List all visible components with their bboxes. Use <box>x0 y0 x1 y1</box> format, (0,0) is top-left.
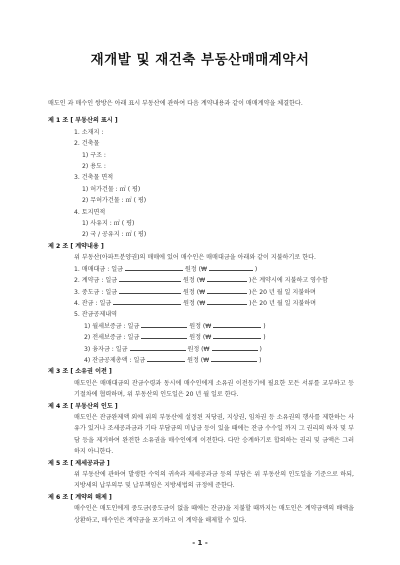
number-blank <box>212 344 258 351</box>
amount-blank <box>141 332 187 339</box>
deduction-label: 5. 잔금공제내역 <box>74 311 118 319</box>
article-5-heading: 제 5 조 [ 제세공과금 ] <box>48 459 110 467</box>
won-label: 원정 (₩ <box>189 334 212 342</box>
payment-total-line <box>48 264 354 275</box>
down-payment-suffix: )은 계약시에 지불하고 영수함 <box>249 277 328 285</box>
interim-payment-line <box>48 287 354 298</box>
private-land-area: 1) 사유지 : ㎡ ( 평) <box>82 220 135 228</box>
won-label: 원정 (₩ <box>189 322 212 330</box>
article-3-heading: 제 3 조 [ 소유권 이전 ] <box>48 368 112 376</box>
number-blank <box>207 298 247 305</box>
down-payment-line <box>48 275 354 286</box>
number-blank <box>207 275 247 282</box>
deduction-total-label: 4) 잔금공제총액 : 일금 <box>84 356 146 364</box>
won-label: 원정 (₩ <box>183 288 206 296</box>
won-label: 원정 (₩ <box>187 356 210 364</box>
won-label: 원정 (₩ <box>183 299 206 307</box>
amount-blank <box>119 287 181 294</box>
number-blank <box>207 287 247 294</box>
contract-body <box>48 98 354 526</box>
page-number: - 1 - <box>192 539 208 547</box>
down-payment-label: 2. 계약금 : 일금 <box>74 277 118 285</box>
interim-payment-label: 3. 중도금 : 일금 <box>74 288 118 296</box>
payment-total-suffix: ) <box>254 265 258 273</box>
amount-blank <box>113 298 181 305</box>
article-2-paragraph: 위 부동산(아파트분양권)의 매매에 있어 매수인은 매매대금을 아래와 같이 지불하기로 한다. <box>74 254 316 262</box>
number-blank <box>213 332 261 339</box>
building-use: 2) 용도 : <box>82 163 106 171</box>
deduction-total-line <box>48 355 354 366</box>
article-4-paragraph: 매도인은 잔금완제액 외에 위의 부동산에 설정된 저당권, 지상권, 임차권 등 소유권의 행사를 제한하는 사유가 있거나 조세공과금과 기타 부담금의 미납금 등이 있을 때에는 잔금 수수일 까지 그 권리의 하자 및 부담 등을 제거하여 완전한 소유권을 매수인에게 이전한다. 다만 승계하기로 합의하는 권리 및 금액은 그러하지 아니한다. <box>74 413 354 456</box>
won-label: 원정 (₩ <box>183 277 206 285</box>
unlicensed-building-area: 2) 무허가건물 : ㎡ ( 평) <box>82 197 147 205</box>
amount-blank <box>147 355 185 362</box>
amount-blank <box>141 321 187 328</box>
deduction-total-suffix: ) <box>259 356 262 364</box>
article-3-paragraph: 매도인은 매매대금의 잔금수령과 동시에 매수인에게 소유권 이전등기에 필요한 모든 서류를 교부하고 등기절차에 협력하며, 위 부동산의 인도일은 20 년 월 일로 한다. <box>74 379 354 399</box>
deposit-jeonse-line <box>48 332 354 343</box>
licensed-building-area: 1) 허가건물 : ㎡ ( 평) <box>82 185 141 193</box>
land-area-label: 4. 토지면적 <box>74 208 106 216</box>
balance-payment-label: 4. 잔금 : 일금 <box>74 299 112 307</box>
deposit-monthly-line <box>48 321 354 332</box>
loan-line <box>48 344 354 355</box>
number-blank <box>209 264 253 271</box>
document-title: 재개발 및 재건축 부동산매매계약서 <box>90 52 310 68</box>
building-label: 2. 건축물 <box>74 140 100 148</box>
article-6-heading: 제 6 조 [ 계약의 해제 ] <box>48 493 112 501</box>
deposit-jeonse-label: 2) 전세보증금 : 일금 <box>84 334 140 342</box>
public-land-area: 2) 국 / 공유지 : ㎡ ( 평) <box>82 231 147 239</box>
won-label: 원정 (₩ <box>187 345 210 353</box>
payment-total-label: 1. 매매대금 : 일금 <box>74 265 123 273</box>
deposit-monthly-label: 1) 월세보증금 : 일금 <box>84 322 140 330</box>
article-2-heading: 제 2 조 [ 계약내용 ] <box>48 242 104 250</box>
article-5-paragraph: 위 부동산에 관하여 발생한 수익의 귀속과 제세공과금 등의 부담은 위 부동산의 인도일을 기준으로 하되, 지방세의 납부의무 및 납부책임은 지방세법의 규정에 준한다. <box>74 471 354 490</box>
amount-blank <box>119 275 181 282</box>
building-area-label: 3. 건축물 면적 <box>74 174 114 182</box>
article-1-heading: 제 1 조 [ 부동산의 표시 ] <box>48 117 118 125</box>
number-blank <box>211 355 257 362</box>
number-blank <box>213 321 261 328</box>
loan-suffix: ) <box>259 345 262 353</box>
won-label: 원정 (₩ <box>184 265 207 273</box>
amount-blank <box>125 264 183 271</box>
property-location: 1. 소재지 : <box>74 128 104 136</box>
amount-blank <box>130 344 186 351</box>
loan-label: 3) 융자금 : 일금 <box>84 345 128 353</box>
interim-payment-suffix: )은 20 년 월 일 지불하며 <box>249 288 316 296</box>
article-6-paragraph: 매수인은 매도인에게 중도금(중도금이 없을 때에는 잔금)을 지불할 때까지는 매도인은 계약금액의 배액을 상환하고, 매수인은 계약금을 포기하고 이 계약을 해제할 수 있다. <box>74 505 354 524</box>
article-4-heading: 제 4 조 [ 부동산의 인도 ] <box>48 402 118 410</box>
balance-payment-line <box>48 298 354 309</box>
deposit-monthly-suffix: ) <box>263 322 266 330</box>
deposit-jeonse-suffix: ) <box>263 334 266 342</box>
balance-payment-suffix: )은 20 년 월 일 지불하며 <box>249 299 317 307</box>
intro-paragraph: 매도인 과 매수인 쌍방은 아래 표시 부동산에 관하여 다음 계약내용과 같이 매매계약을 체결한다. <box>48 100 303 107</box>
building-structure: 1) 구조 : <box>82 151 106 159</box>
